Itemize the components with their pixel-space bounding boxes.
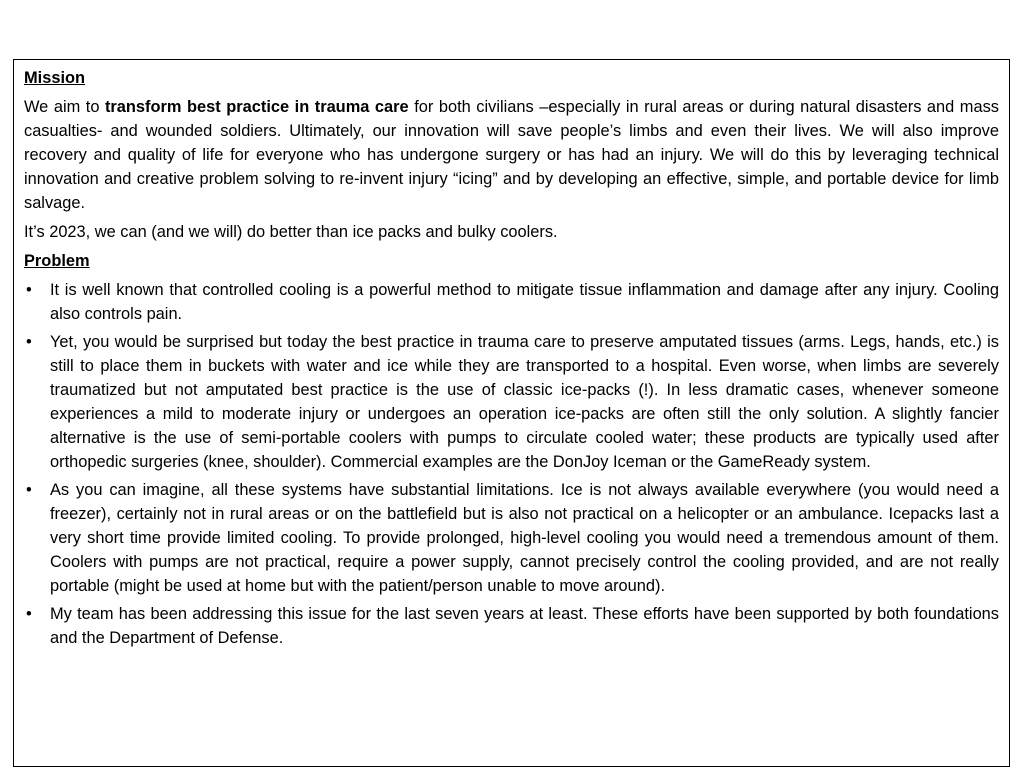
problem-list — [24, 278, 999, 650]
bullet-icon: • — [26, 481, 32, 499]
problem-bullet-text: Yet, you would be surprised but today the best practice in trauma care to preserve amputated tissues (arms. Legs, hands, etc.) is still to place them in buckets with water and ice while they are transported to a hospital. Even worse, when limbs are severely traumatized but not amputated best practice is the use of classic ice-packs (!). In less dramatic cases, whenever someone experiences a mild to moderate injury or undergoes an operation ice-packs are often still the only solution. A slightly fancier alternative is the use of semi-portable coolers with pumps to circulate cooled water; these products are typically used after orthopedic surgeries (knee, shoulder). Commercial examples are the DonJoy Iceman or the GameReady system. — [50, 333, 999, 471]
bullet-icon: • — [26, 281, 32, 299]
problem-bullet-3 — [24, 478, 999, 598]
mission-intro-rest: for both civilians –especially in rural areas or during natural disasters and mass casualties- and wounded soldiers. Ultimately, our innovation will save people’s limbs and even their lives. We will also improve recovery and quality of life for everyone who has undergone surgery or has had an injury. We will do this by leveraging technical innovation and creative problem solving to re-invent injury “icing” and by developing an effective, simple, and portable device for limb salvage. — [24, 98, 999, 212]
mission-intro-bold: transform best practice in trauma care — [104, 98, 409, 116]
mission-statement: It’s 2023, we can (and we will) do better than ice packs and bulky coolers. — [24, 223, 558, 241]
problem-bullet-text: It is well known that controlled cooling is a powerful method to mitigate tissue inflammation and damage after any injury. Cooling also controls pain. — [50, 281, 999, 323]
mission-paragraph — [24, 95, 999, 215]
problem-heading: Problem — [24, 252, 90, 270]
bullet-icon: • — [26, 333, 32, 351]
mission-intro-start: We aim to — [24, 98, 105, 116]
problem-bullet-4 — [24, 602, 999, 650]
content-box — [13, 59, 1010, 767]
problem-bullet-text: My team has been addressing this issue for the last seven years at least. These efforts have been supported by both foundations and the Department of Defense. — [50, 605, 999, 647]
problem-bullet-1 — [24, 278, 999, 326]
problem-bullet-2 — [24, 330, 999, 474]
problem-bullet-text: As you can imagine, all these systems have substantial limitations. Ice is not always available everywhere (you would need a freezer), certainly not in rural areas or on the battlefield but is also not practical on a helicopter or an ambulance. Icepacks last a very short time provide limited cooling. To provide prolonged, high-level cooling you would need a tremendous amount of them. Coolers with pumps are not practical, require a power supply, cannot precisely control the cooling provided, and are not really portable (might be used at home but with the patient/person unable to move around). — [50, 481, 999, 595]
bullet-icon: • — [26, 605, 32, 623]
mission-heading: Mission — [24, 69, 86, 87]
